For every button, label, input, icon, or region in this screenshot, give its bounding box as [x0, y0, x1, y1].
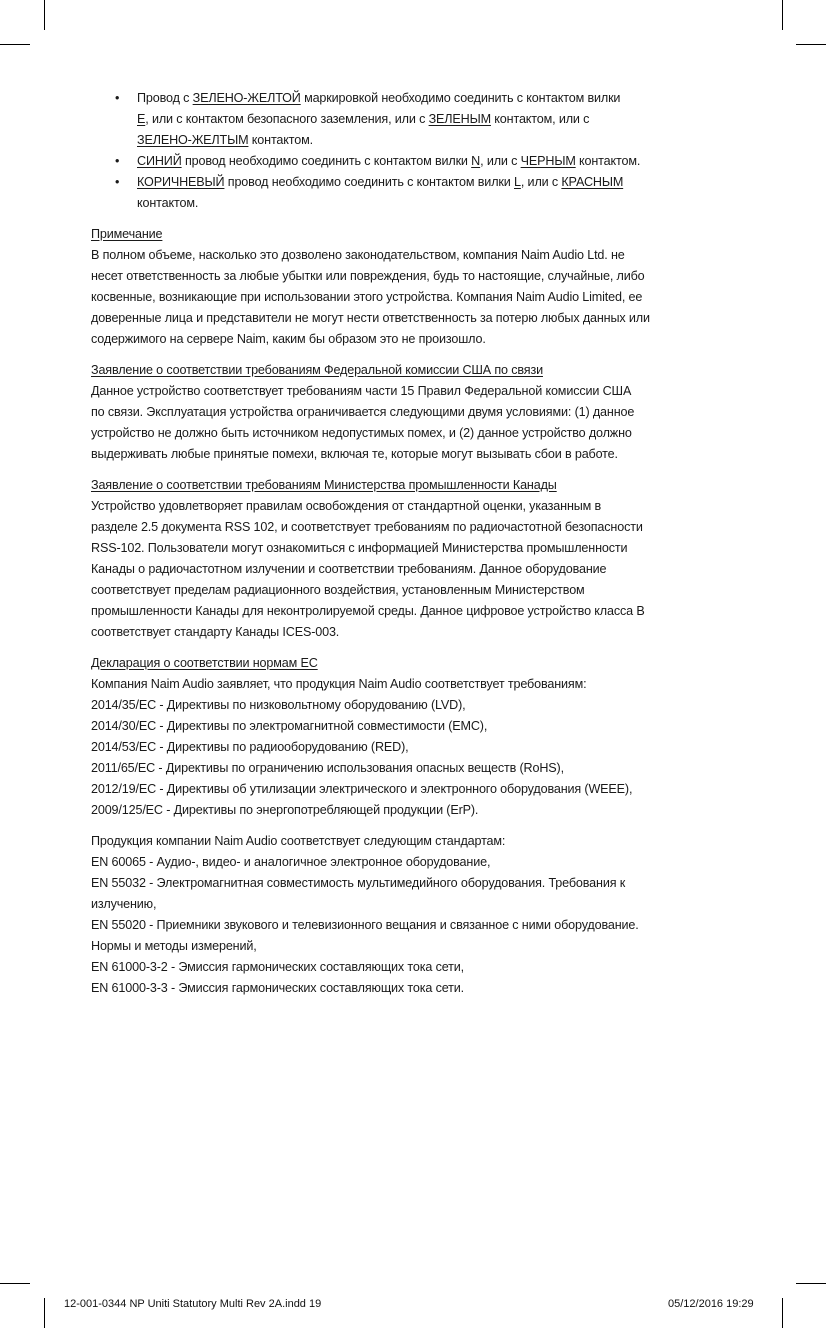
text-segment: , или с — [480, 154, 521, 168]
bullet-line — [91, 109, 751, 130]
underlined-term: СИНИЙ — [137, 154, 182, 168]
text-segment: контактом. — [137, 196, 199, 210]
paragraph-line: Компания Naim Audio заявляет, что продукция Naim Audio соответствует требованиям: — [91, 677, 587, 691]
paragraph-line: доверенные лица и представители не могут нести ответственность за потерю любых данных или — [91, 311, 650, 325]
section-heading: Декларация о соответствии нормам ЕС — [91, 656, 318, 670]
text-segment: , или с — [520, 175, 562, 189]
bullet-item — [91, 172, 751, 214]
paragraph-line: устройство не должно быть источником недопустимых помех, и (2) данное устройство должно — [91, 426, 632, 440]
text-segment: маркировкой необходимо соединить с контактом вилки — [300, 91, 621, 105]
paragraph-line: по связи. Эксплуатация устройства ограничивается следующими двумя условиями: (1) данное — [91, 405, 635, 419]
section — [91, 653, 751, 821]
crop-mark-top-right-v — [782, 0, 783, 30]
bullet-line — [91, 88, 751, 109]
paragraph-line: EN 60065 - Аудио-, видео- и аналогичное электронное оборудование, — [91, 855, 491, 869]
crop-mark-top-right-h — [796, 44, 826, 45]
paragraph-line: Канады о радиочастотном излучении и соответствии требованиям. Данное оборудование — [91, 562, 607, 576]
paragraph-line: Нормы и методы измерений, — [91, 939, 257, 953]
underlined-term: ЗЕЛЕНО-ЖЕЛТЫМ — [137, 133, 249, 147]
paragraph-line: Данное устройство соответствует требованиям части 15 Правил Федеральной комиссии США — [91, 384, 632, 398]
footer-file-slug: 12-001-0344 NP Uniti Statutory Multi Rev 2A.indd 19 — [64, 1298, 322, 1310]
section-heading: Заявление о соответствии требованиям Министерства промышленности Канады — [91, 478, 557, 492]
paragraph-line: В полном объеме, насколько это дозволено законодательством, компания Naim Audio Ltd. не — [91, 248, 625, 262]
wiring-bullet-list — [91, 88, 751, 214]
paragraph-line: RSS-102. Пользователи могут ознакомиться с информацией Министерства промышленности — [91, 541, 628, 555]
paragraph-line: косвенные, возникающие при использовании этого устройства. Компания Naim Audio Limited, ее — [91, 290, 643, 304]
paragraph-line: EN 61000-3-3 - Эмиссия гармонических составляющих тока сети. — [91, 981, 465, 995]
paragraph-line: содержимого на сервере Naim, каким бы образом это не произошло. — [91, 332, 486, 346]
crop-mark-bottom-right-v — [782, 1298, 783, 1328]
bullet-line — [91, 172, 751, 193]
bullet-item — [91, 151, 751, 172]
section — [91, 224, 751, 350]
paragraph-line: выдерживать любые принятые помехи, включая те, которые могут вызывать сбои в работе. — [91, 447, 618, 461]
underlined-term: ЗЕЛЕНЫМ — [428, 112, 491, 126]
paragraph-line: 2012/19/EC - Директивы об утилизации электрического и электронного оборудования (WEEE), — [91, 782, 633, 796]
underlined-term: N — [471, 154, 481, 168]
text-segment: контактом. — [248, 133, 313, 147]
paragraph-line: промышленности Канады для неконтролируемой среды. Данное цифровое устройство класса B — [91, 604, 645, 618]
underlined-term: КРАСНЫМ — [561, 175, 624, 189]
crop-mark-bottom-left-v — [44, 1298, 45, 1328]
paragraph-line: соответствует пределам радиационного воздействия, установленным Министерством — [91, 583, 585, 597]
section-heading: Примечание — [91, 227, 163, 241]
paragraph-line: 2014/30/EC - Директивы по электромагнитной совместимости (EMC), — [91, 719, 488, 733]
paragraph-line: EN 61000-3-2 - Эмиссия гармонических составляющих тока сети, — [91, 960, 465, 974]
paragraph-line: соответствует стандарту Канады ICES-003. — [91, 625, 340, 639]
bullet-dot: • — [115, 154, 120, 168]
paragraph-line: 2009/125/EC - Директивы по энергопотребляющей продукции (ErP). — [91, 803, 479, 817]
paragraph-line: EN 55032 - Электромагнитная совместимость мультимедийного оборудования. Требования к — [91, 876, 626, 890]
underlined-term: КОРИЧНЕВЫЙ — [137, 175, 225, 189]
paragraph-line: излучению, — [91, 897, 157, 911]
paragraph-line: 2011/65/EC - Директивы по ограничению использования опасных веществ (RoHS), — [91, 761, 564, 775]
bullet-line — [91, 130, 751, 151]
paragraph-line: несет ответственность за любые убытки или повреждения, будь то настоящие, случайные, либо — [91, 269, 645, 283]
bullet-dot: • — [115, 175, 120, 189]
crop-mark-top-left-v — [44, 0, 45, 30]
section-heading: Заявление о соответствии требованиям Федеральной комиссии США по связи — [91, 363, 543, 377]
bullet-dot: • — [115, 91, 120, 105]
text-segment: провод необходимо соединить с контактом вилки — [224, 175, 514, 189]
underlined-term: ЗЕЛЕНО-ЖЕЛТОЙ — [192, 91, 301, 105]
section — [91, 360, 751, 465]
section — [91, 475, 751, 643]
text-segment: контактом, или с — [490, 112, 590, 126]
crop-mark-bottom-right-h — [796, 1283, 826, 1284]
paragraph-line: EN 55020 - Приемники звукового и телевизионного вещания и связанное с ними оборудование. — [91, 918, 639, 932]
paragraph-line: Устройство удовлетворяет правилам освобождения от стандартной оценки, указанным в — [91, 499, 602, 513]
crop-mark-bottom-left-h — [0, 1283, 30, 1284]
paragraph-line: разделе 2.5 документа RSS 102, и соответствует требованиям по радиочастотной безопасности — [91, 520, 643, 534]
text-segment: Провод с — [137, 91, 193, 105]
underlined-term: L — [514, 175, 521, 189]
crop-mark-top-left-h — [0, 44, 30, 45]
text-segment: , или с контактом безопасного заземления, или с — [145, 112, 429, 126]
paragraph-line: Продукция компании Naim Audio соответствует следующим стандартам: — [91, 834, 506, 848]
underlined-term: E — [137, 112, 146, 126]
bullet-line — [91, 193, 751, 214]
section — [91, 831, 751, 999]
text-segment: провод необходимо соединить с контактом вилки — [181, 154, 472, 168]
paragraph-line: 2014/35/EC - Директивы по низковольтному оборудованию (LVD), — [91, 698, 466, 712]
statutory-sections — [91, 224, 751, 999]
paragraph-line: 2014/53/EC - Директивы по радиооборудованию (RED), — [91, 740, 409, 754]
bullet-item — [91, 88, 751, 151]
footer-datetime: 05/12/2016 19:29 — [668, 1298, 754, 1310]
document-body — [91, 88, 751, 999]
text-segment: контактом. — [575, 154, 641, 168]
underlined-term: ЧЕРНЫМ — [520, 154, 576, 168]
bullet-line — [91, 151, 751, 172]
